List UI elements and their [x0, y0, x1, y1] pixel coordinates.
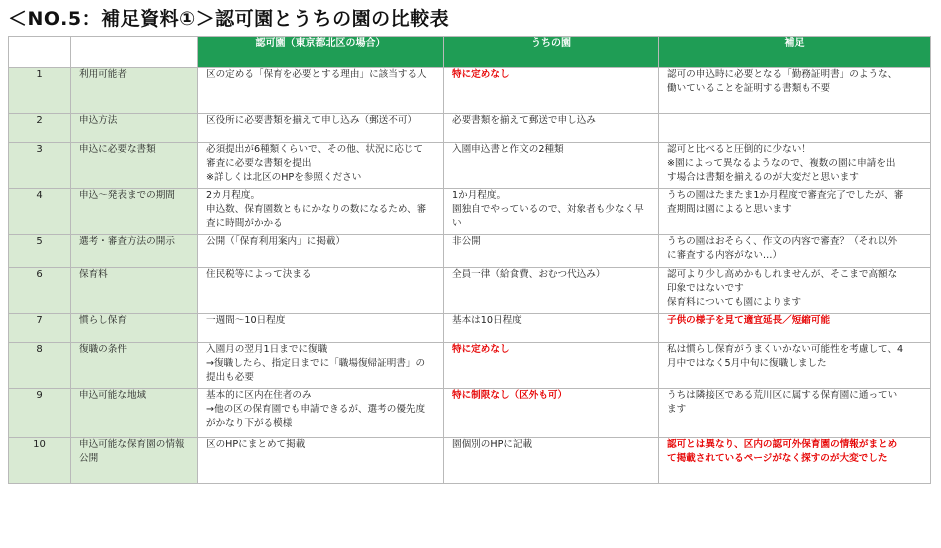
hosoku-cell-line: 査期間は園によると思います — [667, 203, 792, 215]
hosoku-cell-line: 認可より少し高めかもしれませんが、そこまで高額な — [667, 269, 898, 280]
ninka-cell-line: 審査に必要な書類を提出 — [206, 157, 312, 169]
uchi-cell-line: 基本は10日程度 — [452, 315, 522, 326]
ninka-cell-line: 基本的に区内在住者のみ — [206, 390, 312, 401]
ninka-cell-line: 区役所に必要書類を揃えて申し込み（郵送不可） — [206, 115, 418, 126]
ninka-cell — [198, 143, 444, 189]
ninka-cell — [198, 235, 444, 268]
uchi-cell — [444, 438, 659, 484]
row-number: 3 — [9, 143, 71, 189]
header-uchi: うちの園 — [444, 37, 659, 68]
ninka-cell — [198, 268, 444, 314]
hosoku-cell — [659, 114, 931, 143]
row-item-label-line: 公開 — [79, 452, 99, 464]
ninka-cell — [198, 68, 444, 114]
row-number: 1 — [9, 68, 71, 114]
row-item-label-line: 申込可能な保育園の情報 — [79, 439, 185, 450]
table-row — [9, 389, 931, 438]
row-item-label — [71, 68, 198, 114]
ninka-cell-line: →他の区の保育園でも申請できるが、選考の優先度 — [206, 403, 426, 415]
ninka-cell-line: ※詳しくは北区のHPを参照ください — [206, 171, 362, 183]
row-item-label — [71, 235, 198, 268]
hosoku-cell — [659, 314, 931, 343]
hosoku-cell-line: 月中ではなく5月中旬に復職しました — [667, 357, 827, 369]
ninka-cell — [198, 114, 444, 143]
uchi-cell — [444, 235, 659, 268]
row-item-label-line: 選考・審査方法の開示 — [79, 236, 175, 247]
hosoku-cell-line: うちの園はおそらく、作文の内容で審査？（それ以外 — [667, 236, 898, 247]
table-row — [9, 235, 931, 268]
ninka-cell-line: 申込数、保育園数ともにかなりの数になるため、審 — [206, 203, 427, 215]
table-body — [9, 68, 931, 484]
ninka-cell — [198, 438, 444, 484]
ninka-cell-line: 必須提出が6種類くらいで、その他、状況に応じて — [206, 144, 423, 155]
header-ninka: 認可園（東京都北区の場合） — [198, 37, 444, 68]
row-item-label-line: 申込～発表までの期間 — [79, 190, 175, 201]
hosoku-cell-line: て掲載されているページがなく探すのが大変でした — [667, 452, 888, 464]
ninka-cell-line: 住民税等によって決まる — [206, 269, 312, 280]
row-item-label-line: 申込方法 — [79, 115, 118, 126]
ninka-cell-line: 提出も必要 — [206, 371, 254, 383]
ninka-cell-line: 公開（「保育利用案内」に掲載） — [206, 236, 346, 247]
header-num — [9, 37, 71, 68]
row-item-label-line: 復職の条件 — [79, 344, 127, 355]
hosoku-cell-line: 働いていることを証明する書類も不要 — [667, 82, 831, 94]
uchi-cell — [444, 268, 659, 314]
table-header-row — [9, 37, 931, 68]
table-row — [9, 143, 931, 189]
row-number: 6 — [9, 268, 71, 314]
hosoku-cell — [659, 68, 931, 114]
uchi-cell-line: 特に定めなし — [452, 344, 510, 355]
row-item-label — [71, 189, 198, 235]
hosoku-cell-line: 認可の申込時に必要となる「勤務証明書」のような、 — [667, 69, 898, 80]
ninka-cell-line: 区の定める「保育を必要とする理由」に該当する人 — [206, 69, 427, 80]
hosoku-cell-line: 認可とは異なり、区内の認可外保育園の情報がまとめ — [667, 439, 898, 450]
row-item-label-line: 利用可能者 — [79, 69, 127, 80]
uchi-cell-line: 必要書類を揃えて郵送で申し込み — [452, 115, 596, 126]
ninka-cell-line: 区のHPにまとめて掲載 — [206, 439, 306, 450]
hosoku-cell-line: 子供の様子を見て適宜延長／短縮可能 — [667, 315, 831, 326]
hosoku-cell — [659, 438, 931, 484]
row-item-label-line: 申込可能な地域 — [79, 390, 147, 401]
page-title: ＜NO.5：補足資料①＞認可園とうちの園の比較表 — [8, 8, 450, 30]
hosoku-cell — [659, 389, 931, 438]
uchi-cell — [444, 143, 659, 189]
uchi-cell-line: 1か月程度。 — [452, 190, 507, 201]
ninka-cell-line: 一週間～10日程度 — [206, 315, 286, 326]
row-item-label — [71, 114, 198, 143]
ninka-cell — [198, 389, 444, 438]
ninka-cell-line: 2カ月程度。 — [206, 190, 261, 201]
row-item-label-line: 申込に必要な書類 — [79, 144, 156, 155]
header-hosoku: 補足 — [659, 37, 931, 68]
hosoku-cell-line: に審査する内容がない…） — [667, 249, 783, 261]
hosoku-cell-line: す場合は書類を揃えるのが大変だと思います — [667, 171, 859, 183]
uchi-cell — [444, 114, 659, 143]
hosoku-cell — [659, 343, 931, 389]
uchi-cell — [444, 343, 659, 389]
hosoku-cell-line: うちの園はたまたま1か月程度で審査完了でしたが、審 — [667, 190, 904, 201]
table-row — [9, 114, 931, 143]
ninka-cell-line: がかなり下がる模様 — [206, 417, 293, 429]
ninka-cell-line: 査に時間がかかる — [206, 217, 283, 229]
uchi-cell-line: 特に定めなし — [452, 69, 510, 80]
uchi-cell — [444, 189, 659, 235]
ninka-cell — [198, 314, 444, 343]
hosoku-cell — [659, 189, 931, 235]
row-number: 7 — [9, 314, 71, 343]
hosoku-cell-line: ます — [667, 403, 687, 415]
uchi-cell-line: 園個別のHPに記載 — [452, 439, 533, 450]
row-item-label — [71, 268, 198, 314]
table-row — [9, 268, 931, 314]
uchi-cell-line: 非公開 — [452, 236, 481, 247]
hosoku-cell-line: 認可と比べると圧倒的に少ない！ — [667, 144, 811, 155]
table-row — [9, 438, 931, 484]
hosoku-cell — [659, 268, 931, 314]
row-item-label-line: 保育料 — [79, 269, 108, 280]
row-number: 4 — [9, 189, 71, 235]
ninka-cell — [198, 343, 444, 389]
row-item-label — [71, 438, 198, 484]
uchi-cell-line: い — [452, 217, 462, 229]
row-number: 9 — [9, 389, 71, 438]
ninka-cell-line: 入園月の翌月1日までに復職 — [206, 344, 328, 355]
table-row — [9, 314, 931, 343]
hosoku-cell — [659, 143, 931, 189]
row-item-label — [71, 314, 198, 343]
row-item-label — [71, 389, 198, 438]
row-number: 10 — [9, 438, 71, 484]
uchi-cell-line: 全員一律（給食費、おむつ代込み） — [452, 269, 606, 280]
row-item-label — [71, 143, 198, 189]
row-item-label — [71, 343, 198, 389]
ninka-cell-line: →復職したら、指定日までに「職場復帰証明書」の — [206, 357, 426, 369]
uchi-cell — [444, 314, 659, 343]
uchi-cell — [444, 68, 659, 114]
hosoku-cell — [659, 235, 931, 268]
uchi-cell-line: 園独自でやっているので、対象者も少なく早 — [452, 203, 644, 215]
table-row — [9, 189, 931, 235]
hosoku-cell-line: ※園によって異なるようなので、複数の園に申請を出 — [667, 157, 896, 169]
row-number: 2 — [9, 114, 71, 143]
uchi-cell-line: 入園申込書と作文の2種類 — [452, 144, 564, 155]
ninka-cell — [198, 189, 444, 235]
row-number: 8 — [9, 343, 71, 389]
hosoku-cell-line: 印象ではないです — [667, 282, 744, 294]
uchi-cell — [444, 389, 659, 438]
uchi-cell-line: 特に制限なし（区外も可） — [452, 390, 568, 401]
hosoku-cell-line: うちは隣接区である荒川区に属する保育園に通ってい — [667, 390, 898, 401]
header-item — [71, 37, 198, 68]
row-item-label-line: 慣らし保育 — [79, 315, 127, 326]
hosoku-cell-line: 私は慣らし保育がうまくいかない可能性を考慮して、4 — [667, 344, 904, 355]
comparison-table — [8, 36, 931, 484]
table-row — [9, 68, 931, 114]
table-row — [9, 343, 931, 389]
hosoku-cell-line: 保育料についても園によります — [667, 296, 802, 308]
row-number: 5 — [9, 235, 71, 268]
